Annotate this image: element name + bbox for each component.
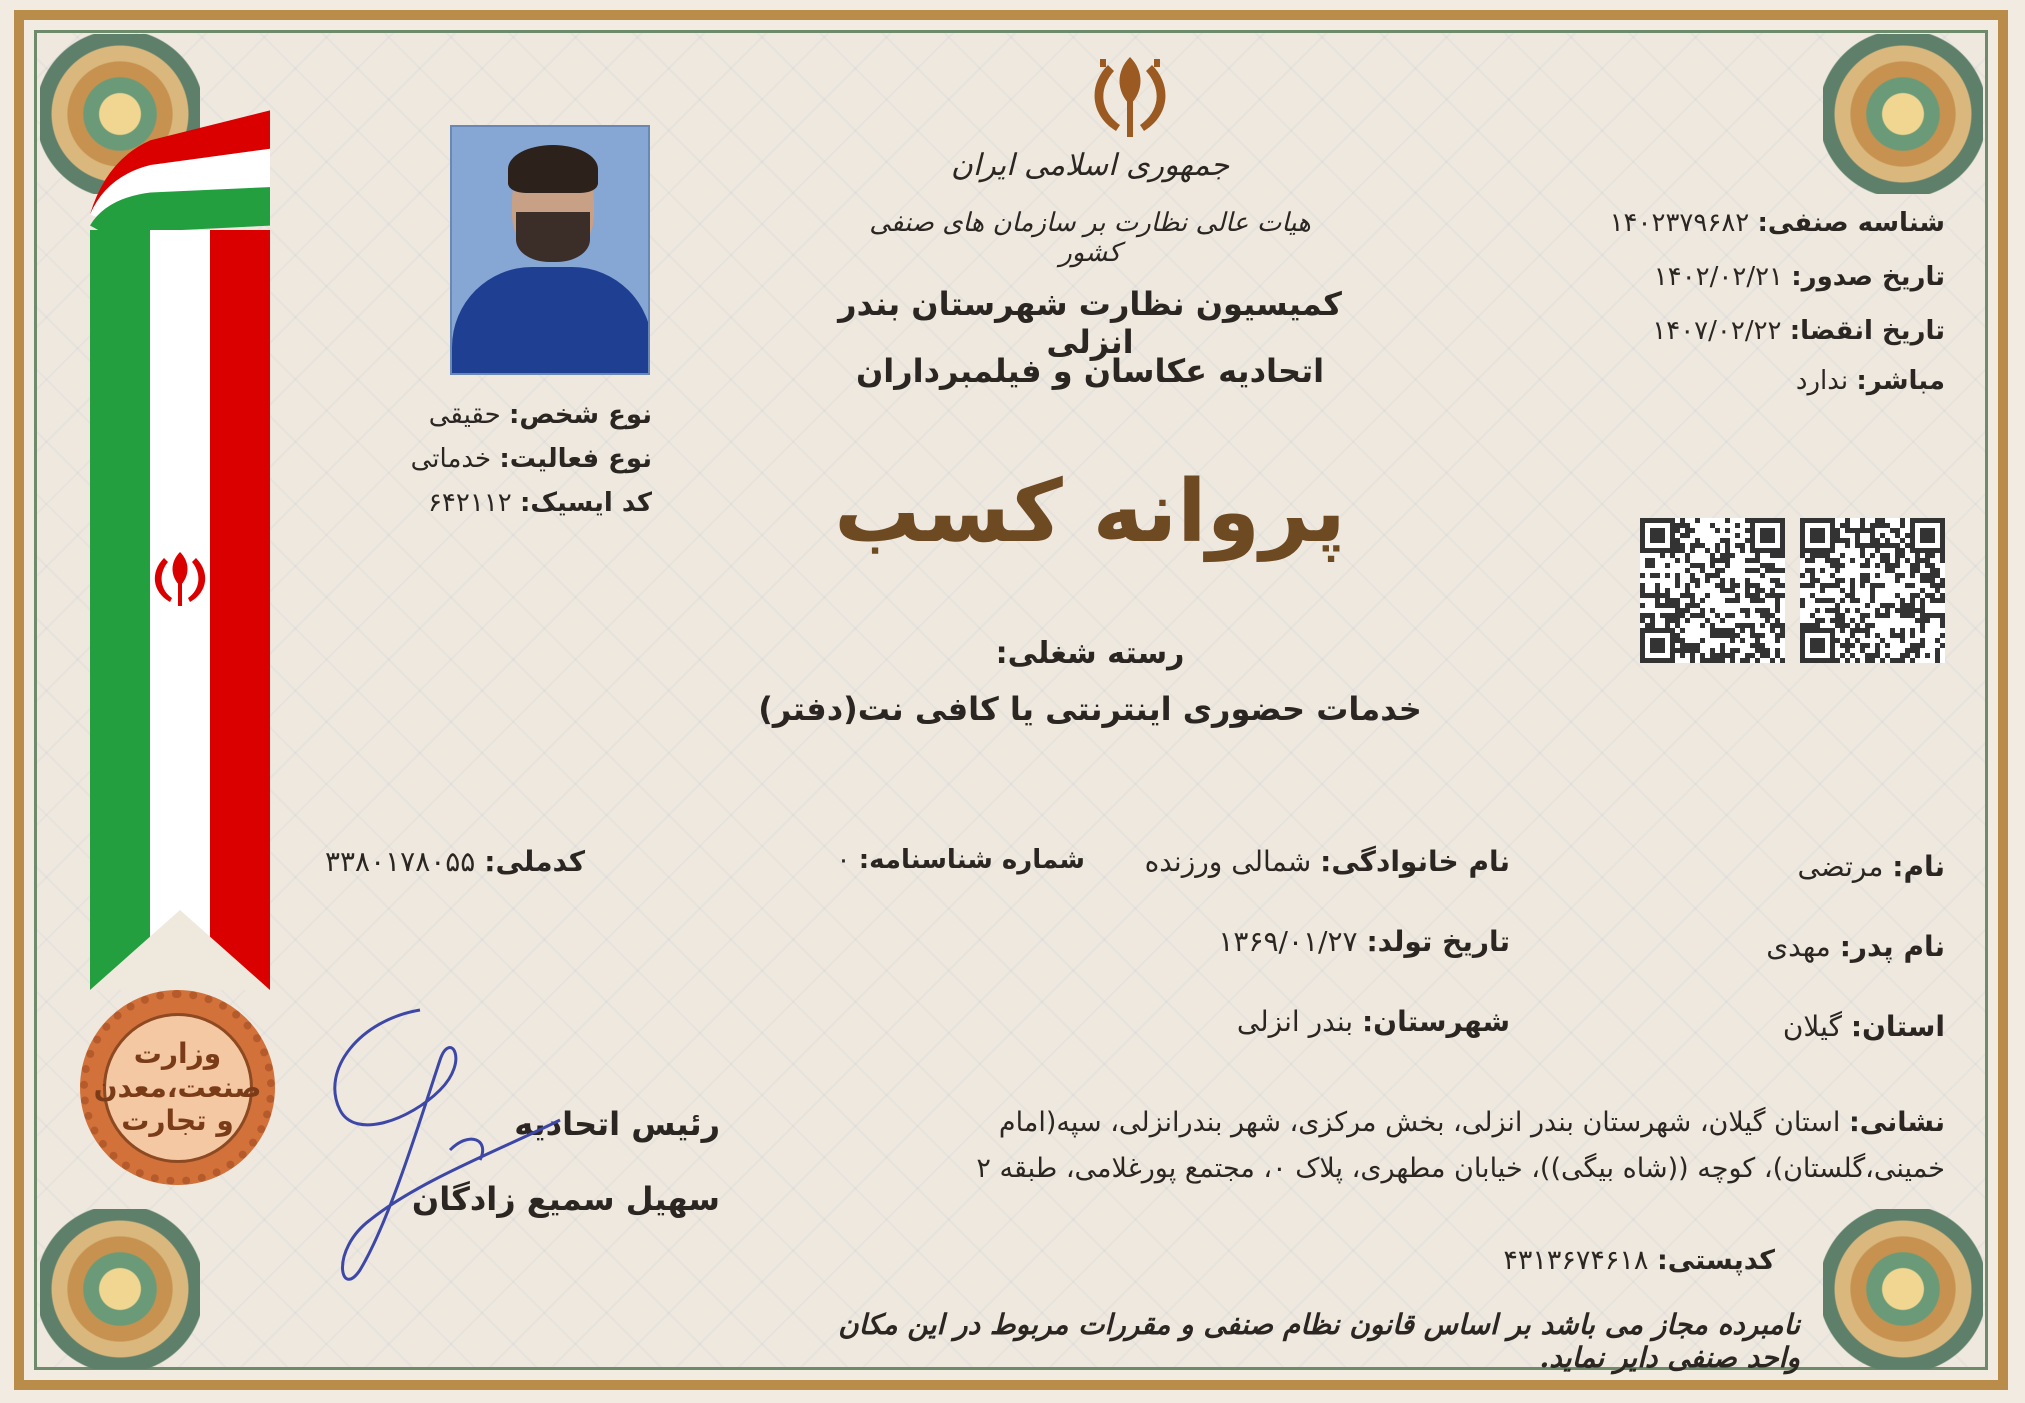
id-number-row <box>836 845 1085 875</box>
birth-date-row <box>1218 925 1510 958</box>
guild-id-label: شناسه صنفی: <box>1757 208 1945 238</box>
last-name-row <box>1145 845 1510 878</box>
person-type-value: حقیقی <box>428 400 501 430</box>
person-type-row <box>400 400 652 430</box>
iran-flag-ribbon <box>90 110 270 990</box>
address-block <box>765 1100 1945 1192</box>
corner-ornament-bottom-right <box>1823 1209 1983 1369</box>
category-label: رسته شغلی: <box>995 636 1185 671</box>
issue-date-row <box>1654 262 1945 292</box>
commission-name: کمیسیون نظارت شهرستان بندر انزلی <box>838 285 1342 361</box>
holder-photo <box>450 125 650 375</box>
address-line-1 <box>765 1100 1945 1146</box>
province-row <box>1783 1010 1945 1043</box>
activity-type-label: نوع فعالیت: <box>499 444 652 474</box>
seal-text: وزارت صنعت،معدن و تجارت <box>103 1013 253 1163</box>
ministry-seal <box>80 990 275 1185</box>
qr-code-right <box>1800 518 1945 663</box>
category-value: خدمات حضوری اینترنتی یا کافی نت(دفتر) <box>758 690 1422 728</box>
postal-code-label: کدپستی: <box>1656 1245 1775 1276</box>
isic-code-value: ۶۴۲۱۱۲ <box>427 488 512 518</box>
isic-code-label: کد ایسیک: <box>520 488 652 518</box>
last-name-value: شمالی ورزنده <box>1144 845 1312 878</box>
address-line-1-value: استان گیلان، شهرستان بندر انزلی، بخش مرکزی، شهر بندرانزلی، سپه(امام <box>998 1107 1841 1138</box>
postal-code-row <box>1503 1245 1775 1276</box>
guild-id-row <box>1610 208 1945 238</box>
expiry-date-label: تاریخ انقضا: <box>1789 316 1945 346</box>
activity-type-row <box>400 444 652 474</box>
isic-code-row <box>400 488 652 518</box>
manager-row <box>1796 366 1945 396</box>
national-code-label: کدملی: <box>484 845 585 878</box>
board-name: هیات عالی نظارت بر سازمان های صنفی کشور <box>869 208 1311 268</box>
national-code-value: ۳۳۸۰۱۷۸۰۵۵ <box>324 845 476 878</box>
qr-code-left <box>1640 518 1785 663</box>
guild-id-value: ۱۴۰۲۳۷۹۶۸۲ <box>1609 208 1750 238</box>
union-name: اتحادیه عکاسان و فیلمبرداران <box>855 352 1325 390</box>
footer-note: نامبرده مجاز می باشد بر اساس قانون نظام صنفی و مقررات مربوط در این مکان واحد صنفی دایر نماید. <box>838 1308 1800 1374</box>
address-label: نشانی: <box>1848 1107 1945 1138</box>
activity-type-value: خدماتی <box>410 444 492 474</box>
province-label: استان: <box>1850 1010 1945 1043</box>
person-type-label: نوع شخص: <box>508 400 652 430</box>
first-name-label: نام: <box>1892 850 1945 883</box>
signatory-name: سهیل سمیع زادگان <box>411 1180 720 1218</box>
country-name: جمهوری اسلامی ایران <box>950 148 1230 183</box>
expiry-date-row <box>1652 316 1945 346</box>
iran-emblem-icon <box>1085 52 1175 142</box>
last-name-label: نام خانوادگی: <box>1320 845 1510 878</box>
signature <box>300 1000 620 1300</box>
birth-date-value: ۱۳۶۹/۰۱/۲۷ <box>1218 925 1358 958</box>
manager-label: مباشر: <box>1856 366 1945 396</box>
first-name-row <box>1797 850 1945 883</box>
corner-ornament-bottom-left <box>40 1209 200 1369</box>
father-name-row <box>1766 930 1945 963</box>
postal-code-value: ۴۳۱۳۶۷۴۶۱۸ <box>1503 1245 1649 1276</box>
expiry-date-value: ۱۴۰۷/۰۲/۲۲ <box>1652 316 1782 346</box>
address-line-2: خمینی،گلستان)، کوچه ((شاه بیگی))، خیابان مطهری، پلاک ۰، مجتمع پورغلامی، طبقه ۲ <box>976 1153 1945 1184</box>
signatory-role: رئیس اتحادیه <box>514 1105 720 1143</box>
city-row <box>1237 1005 1510 1038</box>
manager-value: ندارد <box>1795 366 1849 396</box>
issue-date-value: ۱۴۰۲/۰۲/۲۱ <box>1653 262 1784 292</box>
first-name-value: مرتضی <box>1797 850 1884 883</box>
id-number-label: شماره شناسنامه: <box>858 845 1085 875</box>
issue-date-label: تاریخ صدور: <box>1791 262 1945 292</box>
father-name-value: مهدی <box>1766 930 1831 963</box>
city-label: شهرستان: <box>1361 1005 1510 1038</box>
national-code-row <box>315 845 585 878</box>
certificate-title: پروانه کسب <box>834 462 1346 562</box>
birth-date-label: تاریخ تولد: <box>1366 925 1510 958</box>
province-value: گیلان <box>1782 1010 1842 1043</box>
id-number-value: ۰ <box>836 845 851 875</box>
corner-ornament-top-right <box>1823 34 1983 194</box>
father-name-label: نام پدر: <box>1839 930 1945 963</box>
city-value: بندر انزلی <box>1236 1005 1354 1038</box>
